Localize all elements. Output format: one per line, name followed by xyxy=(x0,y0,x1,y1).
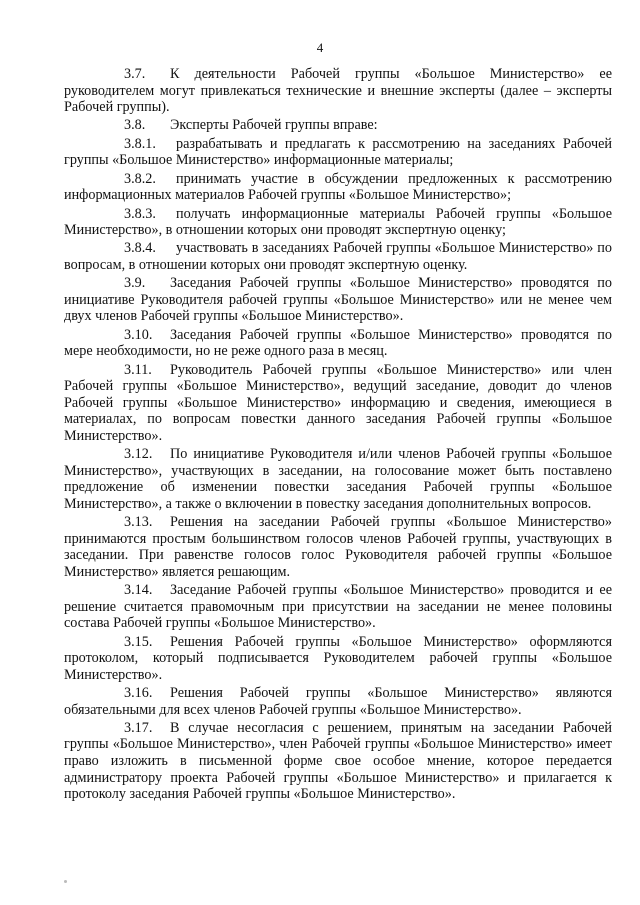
section-number: 3.8.4. xyxy=(124,240,156,257)
section-text: получать информационные материалы Рабочей группы «Большое Министерство», в отношении которых они проводят экспертную оценку; xyxy=(64,205,612,239)
section-number: 3.8.2. xyxy=(124,170,156,187)
section-number: 3.13. xyxy=(124,514,153,531)
section-text: участвовать в заседаниях Рабочей группы «Большое Министерство» по вопросам, в отношении которых они проводят экспертную оценку. xyxy=(64,240,612,273)
section-text: По инициативе Руководителя и/или членов Рабочей группы «Большое Министерство», участвующих в заседании, на голосование может быть поставлено предложение об изменении повестки заседания Рабочей группы «Большое Министерство», а также о включении в повестку заседания дополнительных вопросов. xyxy=(64,446,612,512)
section-text: Решения Рабочей группы «Большое Министерство» являются обязательными для всех членов Рабочей группы «Большое Министерство». xyxy=(64,685,612,718)
section-text: Эксперты Рабочей группы вправе: xyxy=(170,117,378,134)
section-text: К деятельности Рабочей группы «Большое Министерство» ее руководителем могут привлекаться технические и внешние эксперты (далее – эксперты Рабочей группы). xyxy=(64,66,612,116)
section-3-13 xyxy=(64,514,612,582)
section-text: Решения Рабочей группы «Большое Министерство» оформляются протоколом, который подписывается Руководителем рабочей группы «Большое Министерство». xyxy=(64,633,612,683)
section-text: Решения на заседании Рабочей группы «Большое Министерство» принимаются простым большинством голосов членов Рабочей группы, участвующих в заседании. При равенстве голосов голос Руководителя рабочей группы «Большое Министерство» является решающим. xyxy=(64,514,612,580)
section-number: 3.8. xyxy=(124,117,146,134)
section-3-8-1 xyxy=(64,136,612,171)
section-text: Заседания Рабочей группы «Большое Министерство» проводятся по инициативе Руководителя рабочей группы «Большое Министерство» или не менее чем двух членов Рабочей группы «Большое Министерство». xyxy=(64,275,612,325)
section-text: Руководитель Рабочей группы «Большое Министерство» или член Рабочей группы «Большое Министерство», ведущий заседание, доводит до членов Рабочей группы «Большое Министерство» информацию и сведения, имеющиеся в материалах, по вопросам повестки данного заседания Рабочей группы «Большое Министерство». xyxy=(64,361,612,444)
section-text: Заседание Рабочей группы «Большое Министерство» проводится и ее решение считается правомочным при присутствии на заседании не менее половины состава Рабочей группы «Большое Министерство». xyxy=(64,582,612,632)
scan-speck xyxy=(64,880,67,883)
section-3-9 xyxy=(64,275,612,326)
section-3-8-3 xyxy=(64,206,612,241)
section-3-8-2 xyxy=(64,171,612,206)
section-number: 3.9. xyxy=(124,275,146,292)
section-number: 3.16. xyxy=(124,685,153,702)
section-3-8 xyxy=(64,117,612,135)
section-3-15 xyxy=(64,634,612,685)
section-number: 3.8.1. xyxy=(124,135,156,152)
section-3-14 xyxy=(64,582,612,633)
section-number: 3.12. xyxy=(124,446,153,463)
section-text: Заседания Рабочей группы «Большое Министерство» проводятся по мере необходимости, но не реже одного раза в месяц. xyxy=(64,326,612,360)
section-text: В случае несогласия с решением, принятым на заседании Рабочей группы «Большое Министерство», член Рабочей группы «Большое Министерство» имеет право изложить в письменной форме свое особое мнение, которое передается администратору проекта Рабочей группы «Большое Министерство» и прилагается к протоколу заседания Рабочей группы «Большое Министерство». xyxy=(64,719,612,803)
document-body xyxy=(64,66,612,804)
section-number: 3.17. xyxy=(124,719,153,736)
section-number: 3.7. xyxy=(124,66,146,82)
section-3-11 xyxy=(64,362,612,447)
page-number: 4 xyxy=(316,40,324,55)
section-number: 3.11. xyxy=(124,361,152,378)
section-number: 3.15. xyxy=(124,633,153,650)
section-text: принимать участие в обсуждении предложенных к рассмотрению информационных материалов Рабочей группы «Большое Министерство»; xyxy=(64,170,612,204)
section-3-16 xyxy=(64,685,612,720)
section-text: разрабатывать и предлагать к рассмотрению на заседаниях Рабочей группы «Большое Министерство» информационные материалы; xyxy=(64,135,612,169)
section-3-12 xyxy=(64,446,612,514)
section-3-17 xyxy=(64,720,612,805)
section-number: 3.8.3. xyxy=(124,205,156,222)
section-number: 3.10. xyxy=(124,326,153,343)
section-3-7 xyxy=(64,66,612,117)
section-number: 3.14. xyxy=(124,582,153,599)
section-3-10 xyxy=(64,327,612,362)
section-3-8-4 xyxy=(64,240,612,275)
